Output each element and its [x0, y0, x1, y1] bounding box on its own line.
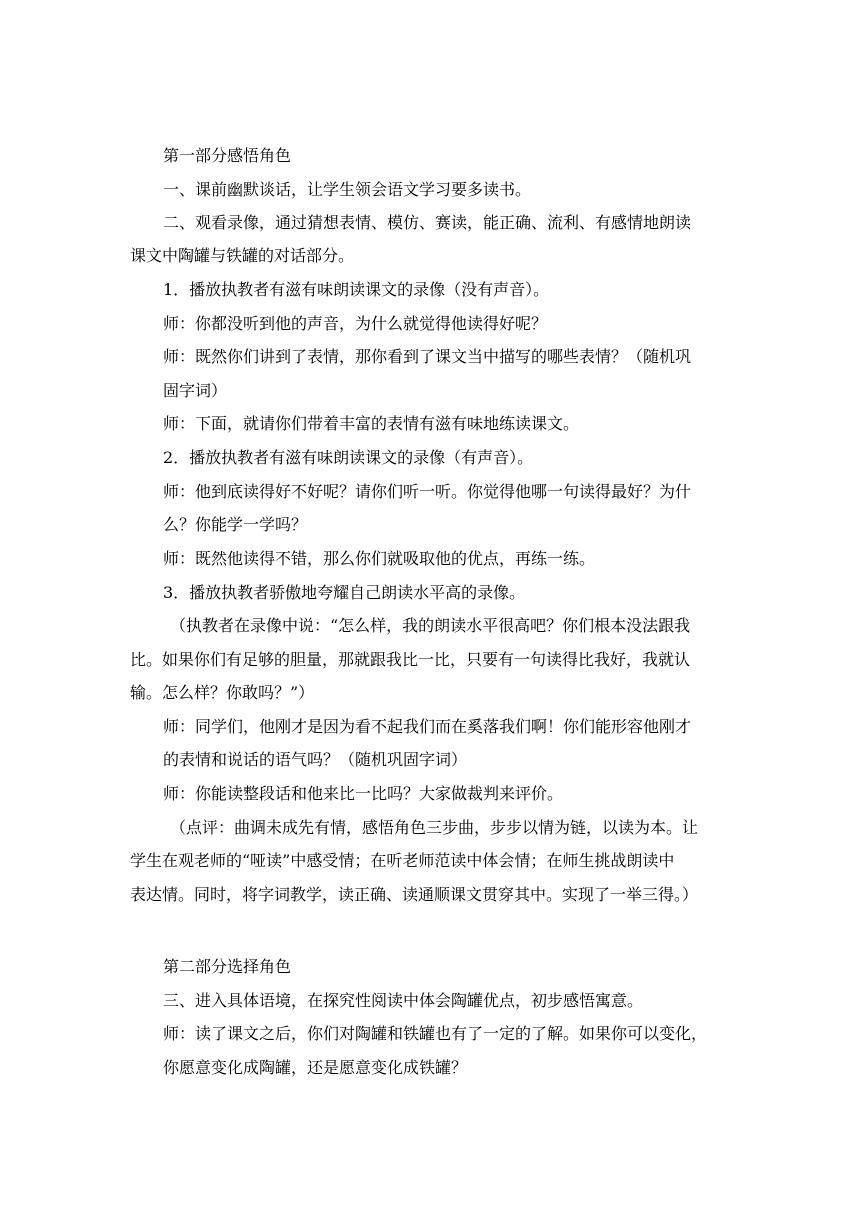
commentary-line: 学生在观老师的“哑读”中感受情；在听老师范读中体会情；在师生挑战朗读中: [130, 851, 675, 870]
paragraph-line: 师：既然你们讲到了表情，那你看到了课文当中描写的哪些表情？（随机巩: [163, 347, 692, 366]
paragraph-line: 师：同学们，他刚才是因为看不起我们而在奚落我们啊！你们能形容他刚才: [163, 717, 692, 736]
paragraph-line: （执教者在录像中说：“怎么样，我的朗读水平很高吧？你们根本没法跟我: [170, 616, 691, 635]
commentary-line: 表达情。同时，将字词教学，读正确、读通顺课文贯穿其中。实现了一举三得。）: [130, 885, 699, 904]
paragraph-line: 输。怎么样？你敢吗？”）: [130, 683, 315, 702]
paragraph-line: 1．播放执教者有滋有味朗读课文的录像（没有声音）。: [163, 280, 550, 299]
section-heading-2: 第二部分选择角色: [163, 957, 292, 976]
paragraph-line: 师：他到底读得好不好呢？请你们听一听。你觉得他哪一句读得最好？为什: [163, 482, 692, 501]
paragraph-line: 师：读了课文之后，你们对陶罐和铁罐也有了一定的了解。如果你可以变化，: [163, 1024, 708, 1043]
paragraph-line: 二、观看录像，通过猜想表情、模仿、赛读，能正确、流利、有感情地朗读: [163, 213, 692, 232]
paragraph-line: 师：既然他读得不错，那么你们就吸取他的优点，再练一练。: [163, 549, 596, 568]
paragraph-line: 么？你能学一学吗？: [163, 515, 308, 534]
paragraph-line: 师：下面，就请你们带着丰富的表情有滋有味地练读课文。: [163, 414, 580, 433]
paragraph-line: 师：你能读整段话和他来比一比吗？大家做裁判来评价。: [163, 784, 564, 803]
paragraph-line: 3．播放执教者骄傲地夸耀自己朗读水平高的录像。: [163, 583, 526, 602]
paragraph-line: 一、课前幽默谈话，让学生领会语文学习要多读书。: [163, 180, 532, 199]
paragraph-line: 你愿意变化成陶罐，还是愿意变化成铁罐？: [163, 1058, 468, 1077]
paragraph-line: 课文中陶罐与铁罐的对话部分。: [130, 246, 355, 265]
paragraph-line: 师：你都没听到他的声音，为什么就觉得他读得好呢？: [163, 314, 548, 333]
commentary-line: （点评：曲调未成先有情，感悟角色三步曲，步步以情为链，以读为本。让: [170, 818, 699, 837]
paragraph-line: 比。如果你们有足够的胆量，那就跟我比一比，只要有一句读得比我好，我就认: [130, 650, 691, 669]
paragraph-line: 固字词）: [163, 381, 228, 400]
paragraph-line: 三、进入具体语境，在探究性阅读中体会陶罐优点，初步感悟寓意。: [163, 991, 644, 1010]
section-heading-1: 第一部分感悟角色: [163, 146, 292, 165]
paragraph-line: 2．播放执教者有滋有味朗读课文的录像（有声音）。: [163, 448, 534, 467]
paragraph-line: 的表情和说话的语气吗？（随机巩固字词）: [163, 750, 468, 769]
